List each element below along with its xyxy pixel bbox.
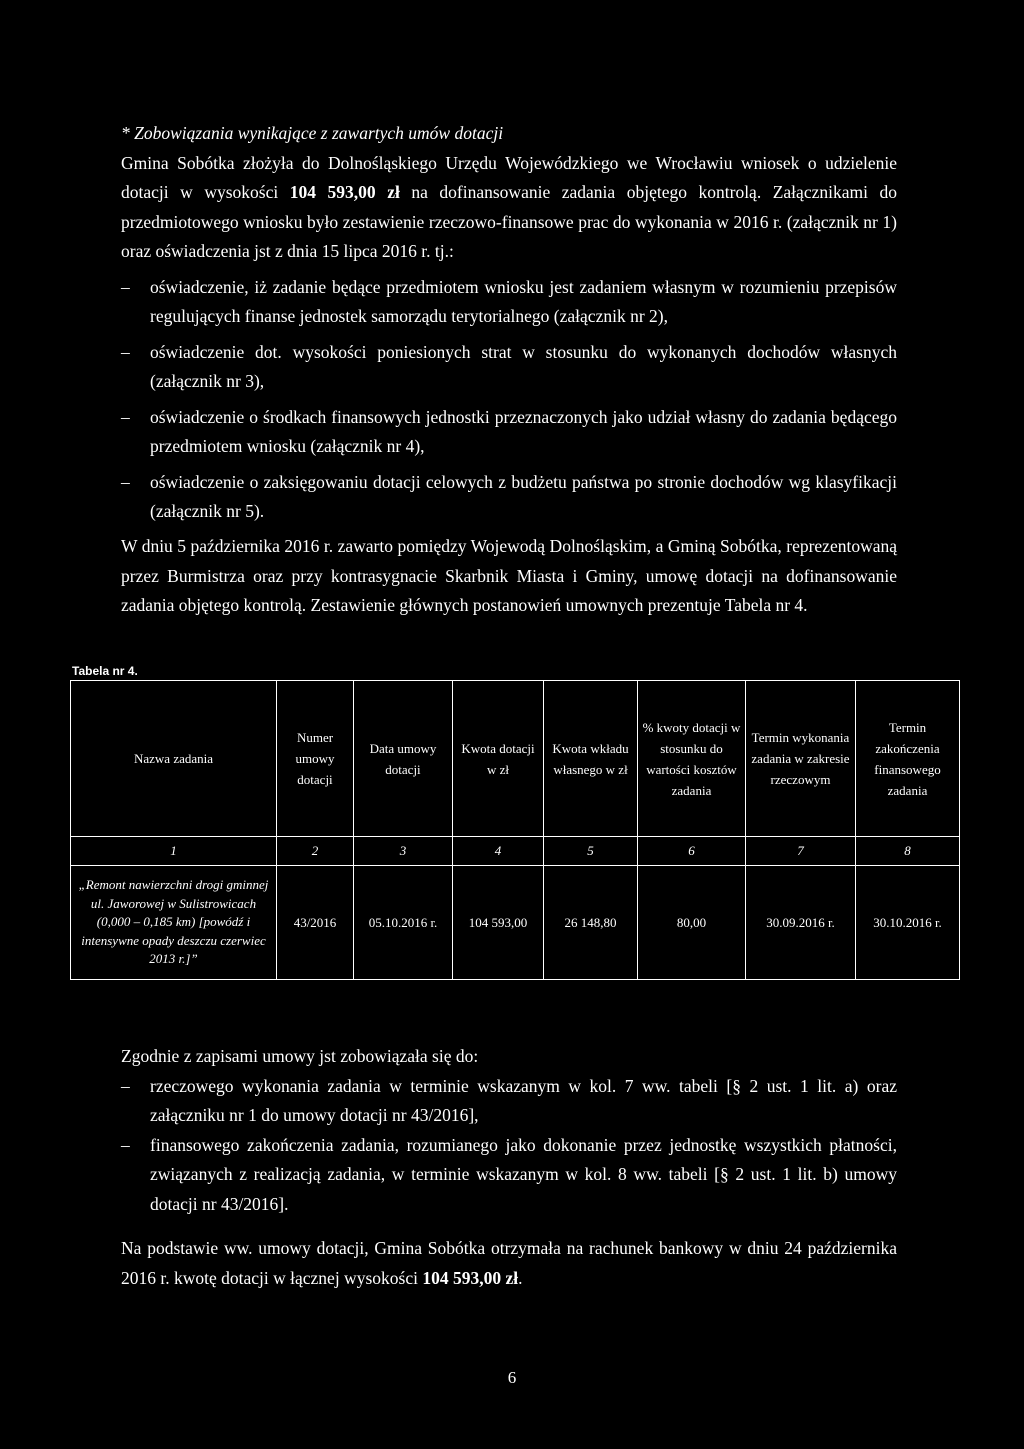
column-number-row: [71, 837, 960, 866]
statements-list: [121, 273, 897, 527]
obligations-list: [121, 1072, 897, 1220]
cell-agreement-date: 05.10.2016 r.: [354, 866, 453, 980]
column-number: 3: [354, 837, 453, 866]
column-number: 1: [71, 837, 277, 866]
contract-table: [70, 680, 960, 980]
contract-section: [121, 532, 897, 621]
header-agreement-date: Data umowy dotacji: [354, 681, 453, 837]
obligations-section: [121, 1042, 897, 1219]
obligation-item: – finansowego zakończenia zadania, rozumianego jako dokonanie przez jednostkę wszystkich płatności, związanych z realizacją zadania, w terminie wskazanym w kol. 8 ww. tabeli [§ 2 ust. 1 lit. b) umowy dotacji nr 43/2016].: [121, 1131, 897, 1220]
header-financial-deadline: Termin zakończenia finansowego zadania: [856, 681, 960, 837]
column-number: 5: [544, 837, 638, 866]
column-number: 2: [277, 837, 354, 866]
table-header-row: [71, 681, 960, 837]
page-number: 6: [507, 1368, 517, 1387]
column-number: 8: [856, 837, 960, 866]
column-number: 4: [453, 837, 544, 866]
intro-section: [121, 119, 897, 527]
payment-paragraph: [121, 1234, 897, 1293]
intro-heading: * Zobowiązania wynikające z zawartych umów dotacji: [121, 123, 504, 143]
intro-amount: 104 593,00 zł: [289, 182, 400, 202]
statement-item: – oświadczenie dot. wysokości poniesionych strat w stosunku do wykonanych dochodów własnych (załącznik nr 3),: [121, 338, 897, 397]
payment-section: [121, 1234, 897, 1293]
header-own-contribution: Kwota wkładu własnego w zł: [544, 681, 638, 837]
cell-grant-amount: 104 593,00: [453, 866, 544, 980]
obligation-item: – rzeczowego wykonania zadania w terminie wskazanym w kol. 7 ww. tabeli [§ 2 ust. 1 lit. a) oraz załączniku nr 1 do umowy dotacji nr 43/2016],: [121, 1072, 897, 1131]
payment-amount: 104 593,00 zł: [422, 1267, 519, 1288]
obligations-lead: Zgodnie z zapisami umowy jst zobowiązała się do:: [121, 1046, 479, 1066]
cell-grant-percent: 80,00: [638, 866, 746, 980]
payment-text-b: .: [518, 1267, 523, 1288]
statement-item: – oświadczenie, iż zadanie będące przedmiotem wniosku jest zadaniem własnym w rozumieniu przepisów regulujących finanse jednostek samorządu terytorialnego (załącznik nr 2),: [121, 273, 897, 332]
cell-own-contribution: 26 148,80: [544, 866, 638, 980]
cell-task-name: „Remont nawierzchni drogi gminnej ul. Jaworowej w Sulistrowicach (0,000 – 0,185 km) [powódź i intensywne opady deszczu czerwiec 2013 r.]”: [71, 866, 277, 980]
header-agreement-number: Numer umowy dotacji: [277, 681, 354, 837]
statement-item: – oświadczenie o zaksięgowaniu dotacji celowych z budżetu państwa po stronie dochodów wg klasyfikacji (załącznik nr 5).: [121, 468, 897, 527]
header-task-name: Nazwa zadania: [71, 681, 277, 837]
statement-item: – oświadczenie o środkach finansowych jednostki przeznaczonych jako udział własny do zadania będącego przedmiotem wniosku (załącznik nr 4),: [121, 403, 897, 462]
header-grant-amount: Kwota dotacji w zł: [453, 681, 544, 837]
cell-agreement-number: 43/2016: [277, 866, 354, 980]
table-caption: Tabela nr 4.: [72, 664, 138, 678]
contract-paragraph: W dniu 5 października 2016 r. zawarto pomiędzy Wojewodą Dolnośląskim, a Gminą Sobótka, reprezentowaną przez Burmistrza oraz przy kontrasygnacie Skarbnik Miasta i Gminy, umowę dotacji na dofinansowanie zadania objętego kontrolą. Zestawienie głównych postanowień umownych prezentuje Tabela nr 4.: [121, 536, 897, 615]
intro-paragraph: [121, 149, 897, 267]
payment-text-a: Na podstawie ww. umowy dotacji, Gmina Sobótka otrzymała na rachunek bankowy w dniu 24 października 2016 r. kwotę dotacji w łącznej wysokości: [121, 1238, 897, 1288]
cell-completion-deadline: 30.09.2016 r.: [746, 866, 856, 980]
table-row: [71, 866, 960, 980]
cell-financial-deadline: 30.10.2016 r.: [856, 866, 960, 980]
column-number: 6: [638, 837, 746, 866]
intro-text-b: na dofinansowanie zadania objętego kontrolą. Załącznikami do przedmiotowego wniosku było zestawienie rzeczowo-finansowe prac do wykonania w 2016 r. (załącznik nr 1) oraz oświadczenia jst z dnia 15 lipca 2016 r. tj.:: [121, 182, 897, 261]
header-completion-deadline: Termin wykonania zadania w zakresie rzeczowym: [746, 681, 856, 837]
column-number: 7: [746, 837, 856, 866]
intro-text-a: Gmina Sobótka złożyła do Dolnośląskiego Urzędu Wojewódzkiego we Wrocławiu wniosek o udzielenie dotacji w wysokości: [121, 152, 897, 202]
header-grant-percent: % kwoty dotacji w stosunku do wartości kosztów zadania: [638, 681, 746, 837]
